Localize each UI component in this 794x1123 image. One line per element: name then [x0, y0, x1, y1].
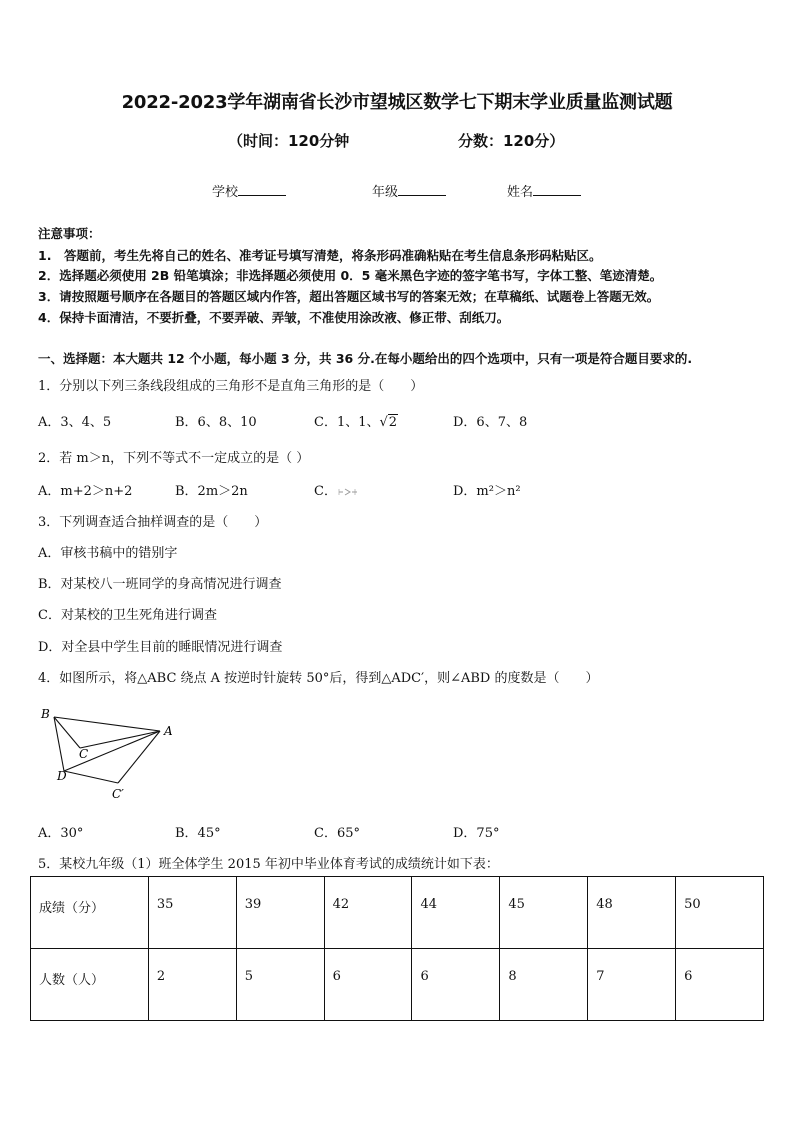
page-title: 2022-2023学年湖南省长沙市望城区数学七下期末学业质量监测试题 [121, 92, 673, 113]
table-cell: 45 [500, 877, 588, 949]
note-item: 3．请按照题号顺序在各题目的答题区域内作答，超出答题区域书写的答案无效；在草稿纸、试题卷上答题无效。 [38, 289, 660, 304]
note-item: 1. 答题前，考生先将自己的姓名、准考证号填写清楚，将条形码准确粘贴在考生信息条形码粘贴区。 [38, 248, 602, 263]
school-field [212, 181, 286, 200]
q3-option-b: B．对某校八一班同学的身高情况进行调查 [38, 577, 282, 592]
q2-option-b: B．2m＞2n [175, 484, 248, 499]
score-table [30, 876, 764, 1021]
question-2-stem: 2．若 m＞n，下列不等式不一定成立的是（ ） [38, 451, 310, 466]
label-b: B [41, 707, 50, 721]
q4-option-d: D．75° [453, 826, 500, 841]
q4-option-b: B．45° [175, 826, 221, 841]
table-cell: 人数（人） [31, 949, 149, 1021]
question-3-stem: 3．下列调查适合抽样调查的是（ ） [38, 515, 268, 530]
label-d: D [57, 769, 67, 783]
table-cell: 7 [588, 949, 676, 1021]
grade-field [372, 181, 446, 200]
question-5-stem: 5．某校九年级（1）班全体学生 2015 年初中毕业体育考试的成绩统计如下表： [38, 857, 499, 872]
q1-option-c-radicand: 2 [388, 415, 398, 430]
q2-option-d: D．m²＞n² [453, 484, 521, 499]
label-c-prime: C′ [112, 787, 124, 801]
table-cell: 42 [324, 877, 412, 949]
table-cell: 50 [676, 877, 764, 949]
grade-label: 年级 [372, 185, 399, 200]
school-label: 学校 [212, 185, 239, 200]
q2-option-c [314, 480, 359, 499]
table-row [31, 949, 764, 1021]
q1-option-c [314, 411, 398, 430]
table-cell: 44 [412, 877, 500, 949]
q3-option-d: D．对全县中学生目前的睡眠情况进行调查 [38, 640, 283, 655]
table-cell: 5 [236, 949, 324, 1021]
label-a: A [164, 724, 173, 738]
q1-option-c-prefix: C．1、1、 [314, 415, 380, 430]
q4-option-a: A．30° [38, 826, 84, 841]
q1-option-d: D．6、7、8 [453, 415, 528, 430]
table-cell: 6 [324, 949, 412, 1021]
q2-option-c-label: C． [314, 484, 337, 499]
section-heading: 一、选择题：本大题共 12 个小题，每小题 3 分，共 36 分.在每小题给出的四个选项中，只有一项是符合题目要求的. [38, 351, 693, 366]
sqrt-symbol: √2 [379, 415, 398, 430]
exam-time: （时间：120分钟 [228, 132, 350, 150]
q1-option-b: B．6、8、10 [175, 415, 257, 430]
segment-ba [54, 717, 160, 731]
table-cell: 35 [148, 877, 236, 949]
segment-bc [54, 717, 80, 748]
q2-option-a: A．m+2＞n+2 [38, 484, 133, 499]
table-cell: 成绩（分） [31, 877, 149, 949]
name-blank [533, 183, 581, 196]
q4-option-c: C．65° [314, 826, 360, 841]
segment-dc2 [64, 771, 118, 783]
exam-score: 分数：120分） [458, 132, 565, 150]
table-cell: 8 [500, 949, 588, 1021]
table-cell: 6 [412, 949, 500, 1021]
note-item: 2．选择题必须使用 2B 铅笔填涂；非选择题必须使用 0．5 毫米黑色字迹的签字笔书写，字体工整、笔迹清楚。 [38, 268, 663, 283]
name-field [507, 181, 581, 200]
table-cell: 2 [148, 949, 236, 1021]
school-blank [238, 183, 286, 196]
question-4-stem: 4．如图所示，将△ABC 绕点 A 按逆时针旋转 50°后，得到△ADC′，则∠ABD 的度数是（ ） [38, 671, 599, 686]
table-cell: 6 [676, 949, 764, 1021]
name-label: 姓名 [507, 185, 534, 200]
fraction-inequality-graphic [337, 485, 359, 499]
table-cell: 39 [236, 877, 324, 949]
q3-option-c: C．对某校的卫生死角进行调查 [38, 608, 217, 623]
notes-heading: 注意事项： [38, 226, 101, 241]
segment-bd [54, 717, 64, 771]
table-row [31, 877, 764, 949]
triangle-rotation-figure [36, 703, 186, 803]
q3-option-a: A．审核书稿中的错别字 [38, 546, 178, 561]
label-c: C [79, 747, 89, 761]
note-item: 4．保持卡面清洁，不要折叠，不要弄破、弄皱，不准使用涂改液、修正带、刮纸刀。 [38, 310, 510, 325]
table-cell: 48 [588, 877, 676, 949]
question-1-stem: 1．分别以下列三条线段组成的三角形不是直角三角形的是（ ） [38, 379, 424, 394]
grade-blank [398, 183, 446, 196]
q1-option-a: A．3、4、5 [38, 415, 112, 430]
